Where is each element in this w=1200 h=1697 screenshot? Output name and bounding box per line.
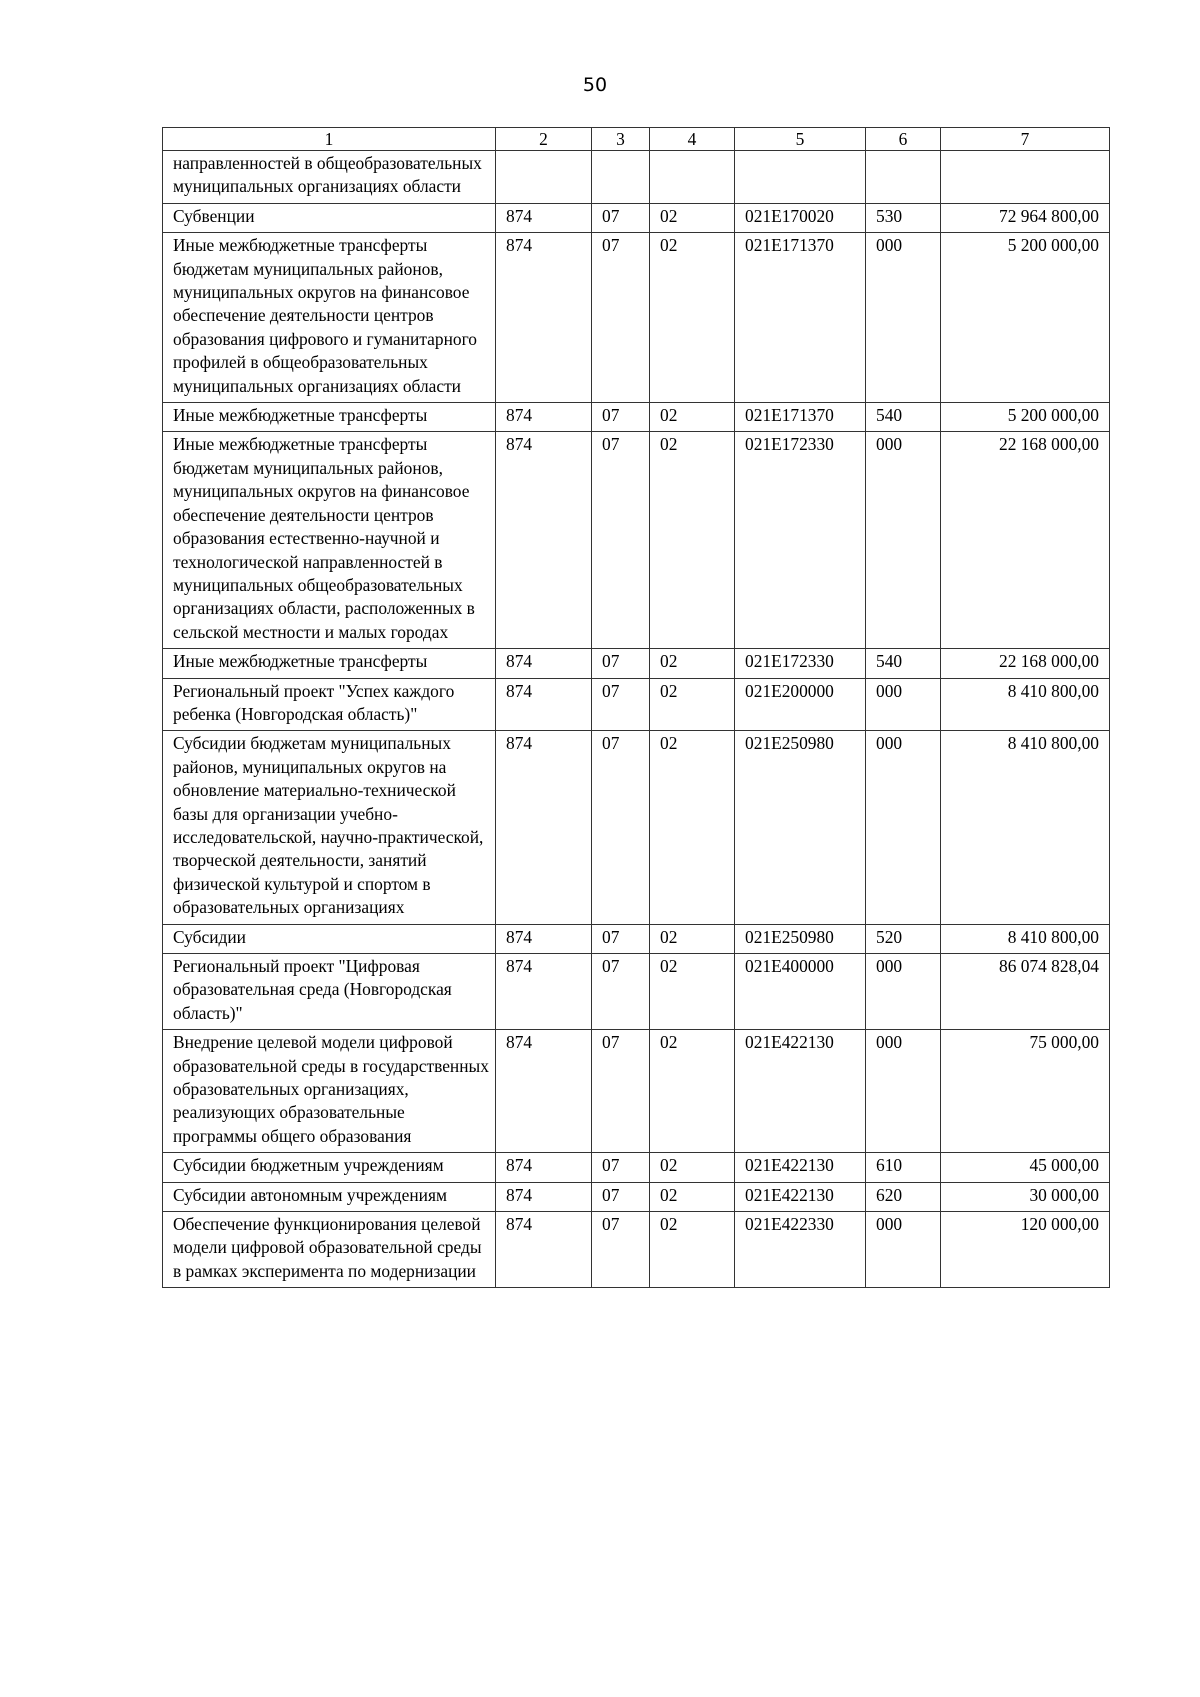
row-expense-type: 620 xyxy=(866,1182,941,1211)
row-subsection: 02 xyxy=(650,731,735,924)
row-name: направленностей в общеобразовательных муниципальных организациях области xyxy=(163,151,496,204)
table-row xyxy=(163,1212,1110,1288)
row-name: Региональный проект "Успех каждого ребенка (Новгородская область)" xyxy=(163,678,496,731)
row-name: Внедрение целевой модели цифровой образовательной среды в государственных образовательных организациях, реализующих образовательные программы общего образования xyxy=(163,1030,496,1153)
row-expense-type: 000 xyxy=(866,954,941,1030)
row-target-article xyxy=(735,151,866,204)
row-section: 07 xyxy=(592,1182,650,1211)
row-expense-type: 000 xyxy=(866,731,941,924)
table-row xyxy=(163,731,1110,924)
row-subsection: 02 xyxy=(650,203,735,232)
row-target-article: 021E171370 xyxy=(735,403,866,432)
row-expense-type: 000 xyxy=(866,1030,941,1153)
row-admin-code: 874 xyxy=(496,1212,592,1288)
header-col-5: 5 xyxy=(735,128,866,151)
row-expense-type: 520 xyxy=(866,924,941,953)
row-subsection: 02 xyxy=(650,403,735,432)
row-subsection: 02 xyxy=(650,1030,735,1153)
row-section: 07 xyxy=(592,203,650,232)
table-row xyxy=(163,233,1110,403)
row-admin-code: 874 xyxy=(496,233,592,403)
row-subsection: 02 xyxy=(650,1182,735,1211)
header-col-4: 4 xyxy=(650,128,735,151)
row-amount: 86 074 828,04 xyxy=(941,954,1110,1030)
table-row xyxy=(163,954,1110,1030)
row-admin-code: 874 xyxy=(496,954,592,1030)
row-expense-type: 000 xyxy=(866,233,941,403)
table-row xyxy=(163,678,1110,731)
row-target-article: 021E422130 xyxy=(735,1182,866,1211)
row-name: Иные межбюджетные трансферты xyxy=(163,403,496,432)
row-section: 07 xyxy=(592,432,650,649)
row-amount: 45 000,00 xyxy=(941,1153,1110,1182)
row-subsection: 02 xyxy=(650,649,735,678)
row-name: Региональный проект "Цифровая образовательная среда (Новгородская область)" xyxy=(163,954,496,1030)
row-target-article: 021E422130 xyxy=(735,1030,866,1153)
table-row xyxy=(163,203,1110,232)
row-subsection xyxy=(650,151,735,204)
row-admin-code: 874 xyxy=(496,649,592,678)
row-expense-type: 000 xyxy=(866,432,941,649)
row-name: Иные межбюджетные трансферты бюджетам муниципальных районов, муниципальных округов на финансовое обеспечение деятельности центров образования естественно-научной и технологической направленностей в муниципальных общеобразовательных организациях области, расположенных в сельской местности и малых городах xyxy=(163,432,496,649)
budget-table xyxy=(162,127,1110,1288)
header-col-1: 1 xyxy=(163,128,496,151)
row-target-article: 021E171370 xyxy=(735,233,866,403)
row-target-article: 021E422130 xyxy=(735,1153,866,1182)
row-name: Субсидии xyxy=(163,924,496,953)
row-subsection: 02 xyxy=(650,954,735,1030)
row-section: 07 xyxy=(592,649,650,678)
header-col-3: 3 xyxy=(592,128,650,151)
row-admin-code: 874 xyxy=(496,924,592,953)
row-target-article: 021E172330 xyxy=(735,649,866,678)
table-row xyxy=(163,924,1110,953)
header-col-2: 2 xyxy=(496,128,592,151)
row-target-article: 021E200000 xyxy=(735,678,866,731)
row-target-article: 021E250980 xyxy=(735,924,866,953)
row-target-article: 021E400000 xyxy=(735,954,866,1030)
row-admin-code: 874 xyxy=(496,731,592,924)
row-admin-code: 874 xyxy=(496,678,592,731)
row-name: Обеспечение функционирования целевой модели цифровой образовательной среды в рамках эксперимента по модернизации xyxy=(163,1212,496,1288)
row-amount: 5 200 000,00 xyxy=(941,403,1110,432)
row-expense-type: 540 xyxy=(866,649,941,678)
row-section: 07 xyxy=(592,233,650,403)
row-amount: 22 168 000,00 xyxy=(941,432,1110,649)
row-amount: 8 410 800,00 xyxy=(941,678,1110,731)
row-name: Субсидии бюджетным учреждениям xyxy=(163,1153,496,1182)
row-expense-type: 000 xyxy=(866,1212,941,1288)
row-subsection: 02 xyxy=(650,432,735,649)
row-amount: 120 000,00 xyxy=(941,1212,1110,1288)
row-amount: 72 964 800,00 xyxy=(941,203,1110,232)
row-target-article: 021E172330 xyxy=(735,432,866,649)
row-target-article: 021E422330 xyxy=(735,1212,866,1288)
row-name: Иные межбюджетные трансферты xyxy=(163,649,496,678)
row-section: 07 xyxy=(592,403,650,432)
row-amount: 8 410 800,00 xyxy=(941,924,1110,953)
table-row xyxy=(163,151,1110,204)
row-subsection: 02 xyxy=(650,1153,735,1182)
row-section: 07 xyxy=(592,924,650,953)
row-name: Субсидии автономным учреждениям xyxy=(163,1182,496,1211)
row-name: Субсидии бюджетам муниципальных районов, муниципальных округов на обновление материально-технической базы для организации учебно-исследовательской, научно-практической, творческой деятельности, занятий физической культурой и спортом в образовательных организациях xyxy=(163,731,496,924)
row-section: 07 xyxy=(592,954,650,1030)
row-section: 07 xyxy=(592,731,650,924)
row-expense-type xyxy=(866,151,941,204)
row-admin-code: 874 xyxy=(496,403,592,432)
row-admin-code xyxy=(496,151,592,204)
row-subsection: 02 xyxy=(650,1212,735,1288)
page-number: 50 xyxy=(582,74,608,96)
row-amount xyxy=(941,151,1110,204)
row-admin-code: 874 xyxy=(496,1030,592,1153)
row-expense-type: 530 xyxy=(866,203,941,232)
table-row xyxy=(163,432,1110,649)
table-row xyxy=(163,649,1110,678)
row-admin-code: 874 xyxy=(496,1153,592,1182)
row-admin-code: 874 xyxy=(496,1182,592,1211)
row-subsection: 02 xyxy=(650,924,735,953)
row-target-article: 021E170020 xyxy=(735,203,866,232)
table-row xyxy=(163,403,1110,432)
table-row xyxy=(163,1030,1110,1153)
row-expense-type: 610 xyxy=(866,1153,941,1182)
row-section: 07 xyxy=(592,678,650,731)
row-subsection: 02 xyxy=(650,233,735,403)
table-row xyxy=(163,1153,1110,1182)
header-col-6: 6 xyxy=(866,128,941,151)
row-amount: 5 200 000,00 xyxy=(941,233,1110,403)
row-expense-type: 000 xyxy=(866,678,941,731)
row-subsection: 02 xyxy=(650,678,735,731)
row-section: 07 xyxy=(592,1153,650,1182)
row-amount: 8 410 800,00 xyxy=(941,731,1110,924)
row-section: 07 xyxy=(592,1030,650,1153)
row-name: Иные межбюджетные трансферты бюджетам муниципальных районов, муниципальных округов на финансовое обеспечение деятельности центров образования цифрового и гуманитарного профилей в общеобразовательных муниципальных организациях области xyxy=(163,233,496,403)
row-expense-type: 540 xyxy=(866,403,941,432)
table-header-row xyxy=(163,128,1110,151)
row-name: Субвенции xyxy=(163,203,496,232)
table-row xyxy=(163,1182,1110,1211)
row-amount: 75 000,00 xyxy=(941,1030,1110,1153)
row-amount: 22 168 000,00 xyxy=(941,649,1110,678)
row-amount: 30 000,00 xyxy=(941,1182,1110,1211)
row-section xyxy=(592,151,650,204)
header-col-7: 7 xyxy=(941,128,1110,151)
row-target-article: 021E250980 xyxy=(735,731,866,924)
row-admin-code: 874 xyxy=(496,203,592,232)
row-admin-code: 874 xyxy=(496,432,592,649)
row-section: 07 xyxy=(592,1212,650,1288)
